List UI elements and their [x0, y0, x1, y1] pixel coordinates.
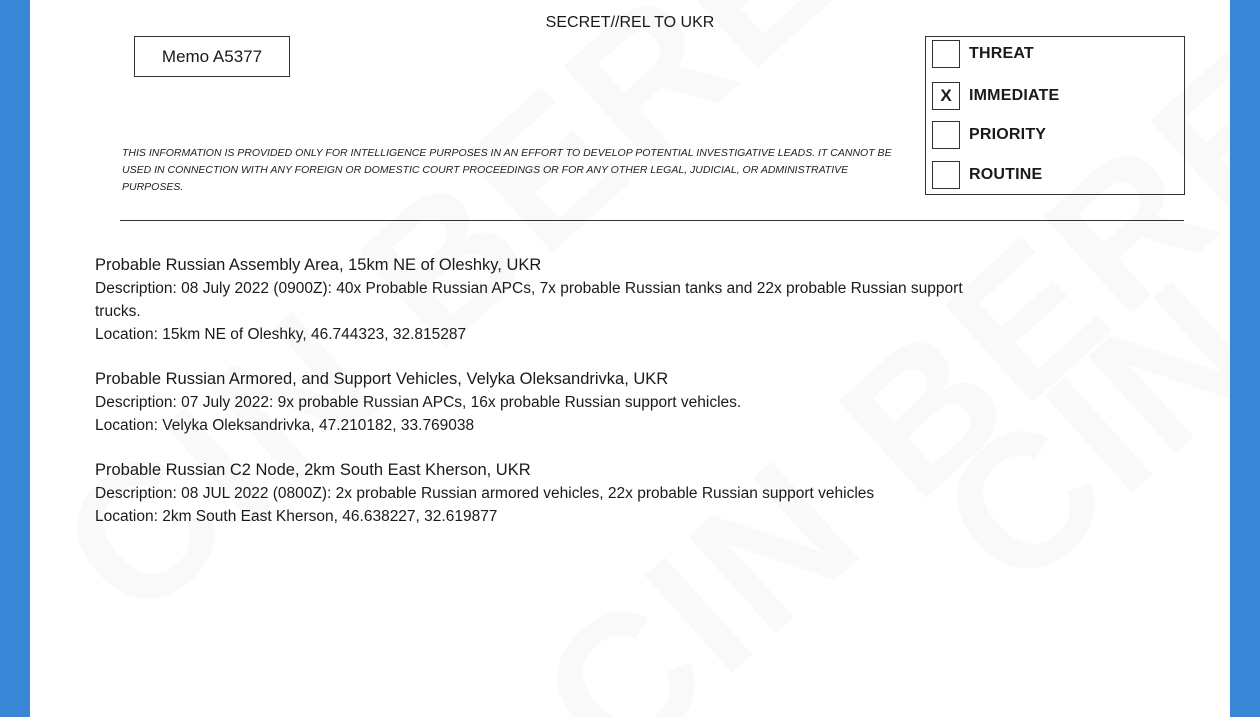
entry-description: Description: 08 JUL 2022 (0800Z): 2x probable Russian armored vehicles, 22x probable Russian support vehicles — [95, 485, 875, 502]
priority-panel — [925, 36, 1185, 195]
priority-checkbox — [932, 121, 960, 149]
threat-checkbox — [932, 40, 960, 68]
entry-location: Location: 2km South East Kherson, 46.638227, 32.619877 — [95, 508, 498, 525]
memo-id-box — [134, 36, 290, 77]
entry-title: Probable Russian Armored, and Support Vehicles, Velyka Oleksandrivka, UKR — [95, 370, 669, 388]
priority-label: PRIORITY — [969, 126, 1047, 143]
entry-title: Probable Russian Assembly Area, 15km NE of Oleshky, UKR — [95, 256, 542, 274]
memo-id: Memo A5377 — [161, 46, 263, 66]
document-page — [30, 0, 1230, 717]
routine-checkbox — [932, 161, 960, 189]
report-entry — [95, 254, 1095, 346]
threat-label: THREAT — [969, 45, 1034, 62]
report-entry — [95, 459, 1095, 528]
priority-row-routine — [932, 161, 1042, 189]
entry-location: Location: 15km NE of Oleshky, 46.744323, 32.815287 — [95, 326, 467, 343]
priority-row-threat — [932, 40, 1034, 68]
header-divider — [120, 220, 1184, 221]
entry-description: Description: 08 July 2022 (0900Z): 40x Probable Russian APCs, 7x probable Russian tanks and 22x probable Russian support trucks. — [95, 280, 963, 320]
priority-row-priority — [932, 121, 1046, 149]
entry-description: Description: 07 July 2022: 9x probable Russian APCs, 16x probable Russian support vehicles. — [95, 394, 742, 411]
classification-banner: SECRET//REL TO UKR — [545, 14, 715, 31]
report-entry — [95, 368, 1095, 437]
routine-label: ROUTINE — [969, 166, 1043, 183]
priority-row-immediate — [932, 82, 1059, 110]
report-entries — [95, 254, 1095, 550]
immediate-checkbox: X — [932, 82, 960, 110]
entry-title: Probable Russian C2 Node, 2km South East Kherson, UKR — [95, 461, 531, 479]
immediate-label: IMMEDIATE — [969, 87, 1060, 104]
disclaimer-text: THIS INFORMATION IS PROVIDED ONLY FOR INTELLIGENCE PURPOSES IN AN EFFORT TO DEVELOP POTENTIAL INVESTIGATIVE LEADS. IT CANNOT BE USED IN CONNECTION WITH ANY FOREIGN OR DOMESTIC COURT PROCEEDINGS OR FOR ANY OTHER LEGAL, JUDICIAL, OR ADMINISTRATIVE PURPOSES. — [122, 147, 892, 193]
entry-location: Location: Velyka Oleksandrivka, 47.210182, 33.769038 — [95, 417, 475, 434]
